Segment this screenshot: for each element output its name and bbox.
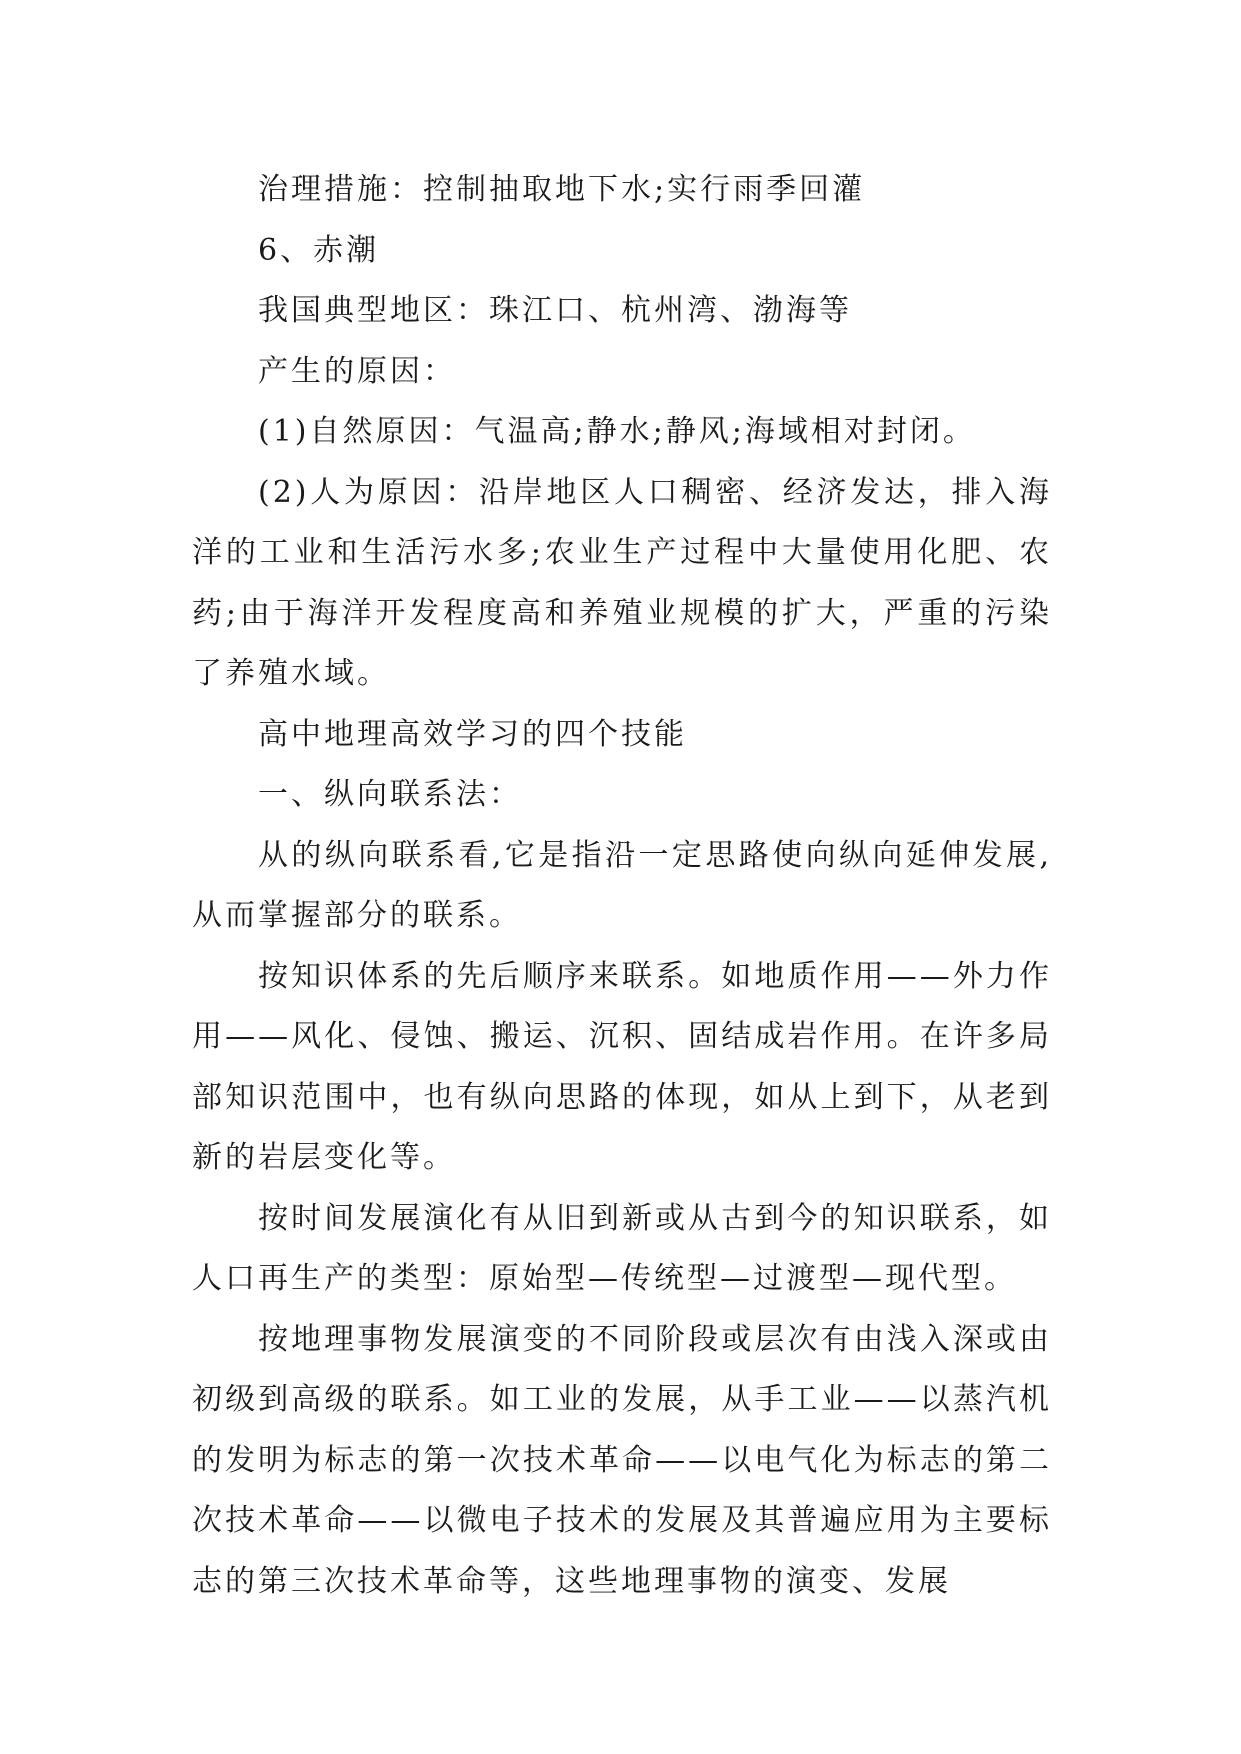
paragraph-natural-causes: (1)自然原因：气温高;静水;静风;海域相对封闭。 <box>258 414 976 449</box>
paragraph-causes-label: 产生的原因： <box>258 353 456 389</box>
paragraph-vertical-definition: 从的纵向联系看,它是指沿一定思路使向纵向延伸发展,从而掌握部分的联系。 <box>192 837 1052 933</box>
paragraph-time-evolution: 按时间发展演化有从旧到新或从古到今的知识联系，如人口再生产的类型：原始型—传统型—过渡型—现代型。 <box>192 1200 1052 1296</box>
document-body <box>192 160 1052 1612</box>
subheading-vertical-method: 一、纵向联系法： <box>258 777 522 812</box>
section-heading-red-tide: 6、赤潮 <box>258 232 380 268</box>
paragraph-knowledge-order: 按知识体系的先后顺序来联系。如地质作用——外力作用——风化、侵蚀、搬运、沉积、固结成岩作用。在许多局部知识范围中，也有纵向思路的体现，如从上到下，从老到新的岩层变化等。 <box>192 958 1052 1175</box>
paragraph-human-causes: (2)人为原因：沿岸地区人口稠密、经济发达，排入海洋的工业和生活污水多;农业生产过程中大量使用化肥、农药;由于海洋开发程度高和养殖业规模的扩大，严重的污染了养殖水域。 <box>192 474 1052 691</box>
paragraph-development-stages: 按地理事物发展演变的不同阶段或层次有由浅入深或由初级到高级的联系。如工业的发展，从手工业——以蒸汽机的发明为标志的第一次技术革命——以电气化为标志的第二次技术革命——以微电子技术的发展及其普遍应用为主要标志的第三次技术革命等，这些地理事物的演变、发展 <box>192 1321 1052 1599</box>
paragraph-typical-regions: 我国典型地区：珠江口、杭州湾、渤海等 <box>258 293 852 328</box>
paragraph-measures: 治理措施：控制抽取地下水;实行雨季回灌 <box>258 172 866 207</box>
section-heading-four-skills: 高中地理高效学习的四个技能 <box>258 716 687 752</box>
